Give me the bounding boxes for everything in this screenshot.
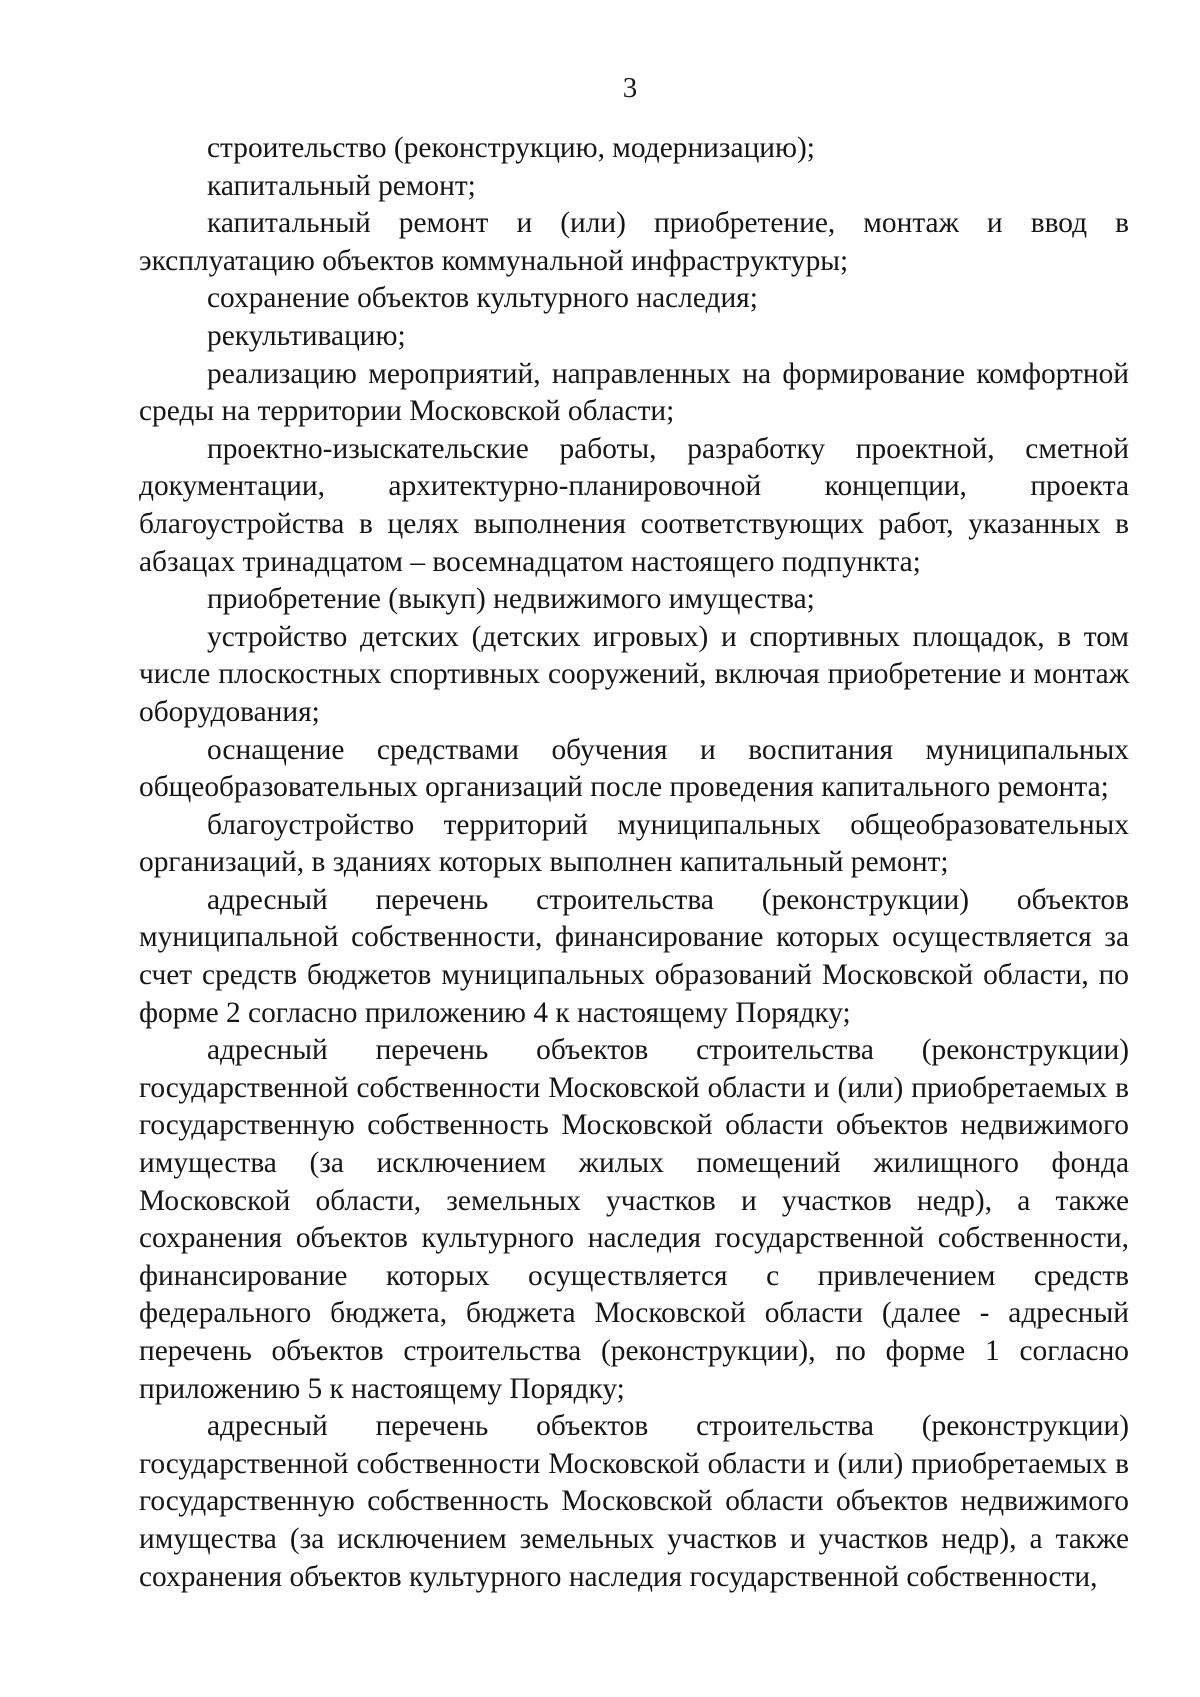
paragraph-5: рекультивацию; xyxy=(207,319,406,352)
paragraph-14: адресный перечень объектов строительства (реконструкции) государственной собственности Московской области и (или) приобретаемых в государственную собственность Московской области объектов недвижимого имущества (за исключением земельных участков и участков недр), а также сохранения объектов культурного наследия государственной собственности, xyxy=(139,1410,1129,1593)
page-number: 3 xyxy=(622,72,638,104)
paragraph-12: адресный перечень строительства (реконструкции) объектов муниципальной собственности, финансирование которых осуществляется за счет средств бюджетов муниципальных образований Московской области, по форме 2 согласно приложению 4 к настоящему Порядку; xyxy=(139,883,1129,1029)
paragraph-4: сохранение объектов культурного наследия; xyxy=(207,282,758,315)
paragraph-7: проектно-изыскательские работы, разработку проектной, сметной документации, архитектурно-планировочной концепции, проекта благоустройства в целях выполнения соответствующих работ, указанных в абзацах тринадцатом – восемнадцатом настоящего подпункта; xyxy=(139,432,1129,578)
paragraph-2: капитальный ремонт; xyxy=(207,169,476,202)
paragraph-3: капитальный ремонт и (или) приобретение, монтаж и ввод в эксплуатацию объектов коммунальной инфраструктуры; xyxy=(139,207,1129,277)
paragraph-9: устройство детских (детских игровых) и спортивных площадок, в том числе плоскостных спортивных сооружений, включая приобретение и монтаж оборудования; xyxy=(139,620,1129,728)
paragraph-11: благоустройство территорий муниципальных общеобразовательных организаций, в зданиях которых выполнен капитальный ремонт; xyxy=(139,808,1129,879)
document-body xyxy=(139,130,1129,1596)
paragraph-10: оснащение средствами обучения и воспитания муниципальных общеобразовательных организаций после проведения капитального ремонта; xyxy=(139,733,1129,804)
paragraph-6: реализацию мероприятий, направленных на формирование комфортной среды на территории Московской области; xyxy=(139,357,1129,428)
paragraph-13: адресный перечень объектов строительства (реконструкции) государственной собственности Московской области и (или) приобретаемых в государственную собственность Московской области объектов недвижимого имущества (за исключением жилых помещений жилищного фонда Московской области, земельных участков и участков недр), а также сохранения объектов культурного наследия государственной собственности, финансирование которых осуществляется с привлечением средств федерального бюджета, бюджета Московской области (далее - адресный перечень объектов строительства (реконструкции), по форме 1 согласно приложению 5 к настоящему Порядку; xyxy=(139,1034,1129,1405)
paragraph-8: приобретение (выкуп) недвижимого имущества; xyxy=(207,583,815,616)
paragraph-1: строительство (реконструкцию, модернизацию); xyxy=(207,132,815,164)
